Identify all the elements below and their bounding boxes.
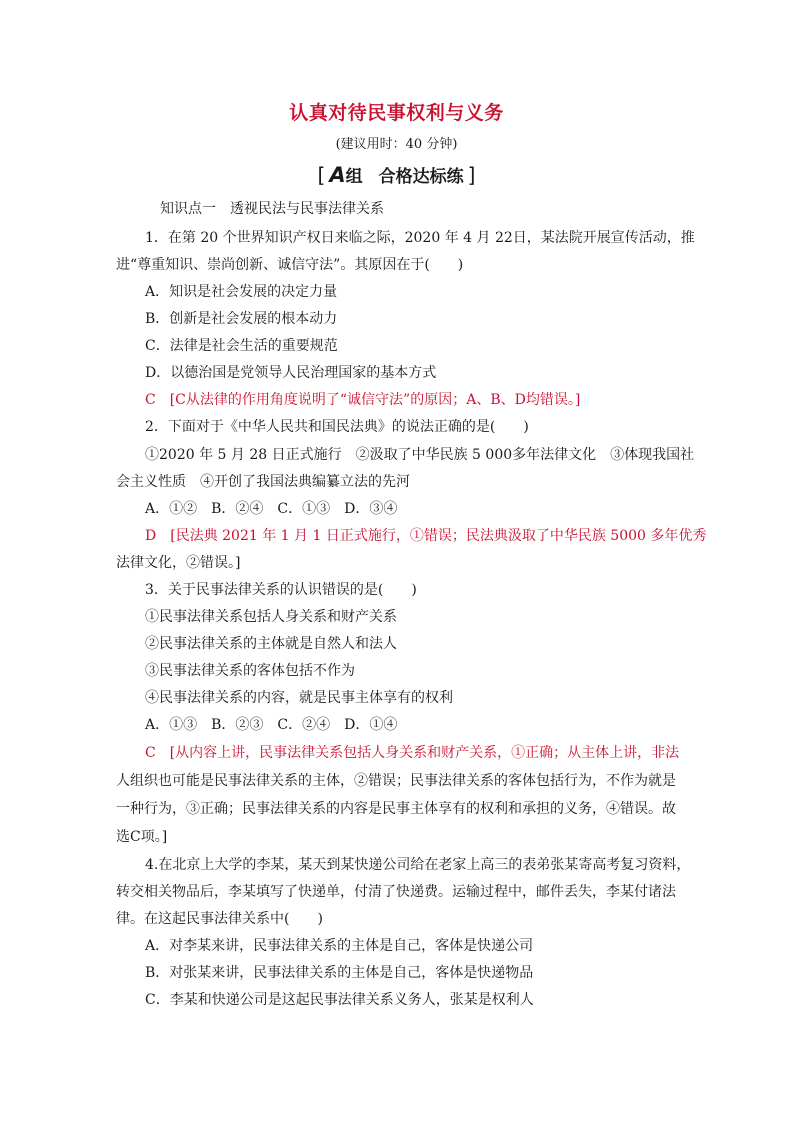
option-a: A．对李某来讲，民事法律关系的主体是自己，客体是快递公司 [145,938,534,954]
group-name: 组 [345,167,363,187]
option-d: D．以德治国是党领导人民治理国家的基本方式 [145,365,437,381]
answer-3-line-2: 人组织也可能是民事法律关系的主体，②错误；民事法律关系的客体包括行为，不作为就是 [116,773,676,789]
question-3-options: A．①③ B．②③ C．②④ D．①④ [145,717,398,733]
option-c: C．李某和快递公司是这起民事法律关系义务人，张某是权利人 [145,992,534,1008]
answer-3-line-4: 选C项。] [116,829,168,845]
answer-3-line-3: 一种行为，③正确；民事法律关系的内容是民事主体享有的权利和承担的义务，④错误。故 [116,801,676,817]
group-bracket-open: [ [317,163,326,187]
answer-explanation: [C从法律的作用角度说明了“诚信守法”的原因；A、B、D均错误。] [169,392,581,408]
question-4-line-1: 4.在北京上大学的李某，某天到某快递公司给在老家上高三的表弟张某寄高考复习资料， [145,857,691,873]
option-b: B．创新是社会发展的根本动力 [145,311,338,327]
question-3-item-4: ④民事法律关系的内容，就是民事主体享有的权利 [145,690,453,706]
group-heading [0,162,793,187]
answer-2 [145,527,706,545]
question-3-item-2: ②民事法律关系的主体就是自然人和法人 [145,636,397,652]
answer-explanation: [民法典 2021 年 1 月 1 日正式施行，①错误；民法典汲取了中华民族 5000 多年优秀 [170,528,707,544]
option-a: A．知识是社会发展的决定力量 [145,284,338,300]
question-2-line-1: 2．下面对于《中华人民共和国民法典》的说法正确的是( ) [145,419,529,435]
question-1-line-1: 1．在第 20 个世界知识产权日来临之际，2020 年 4 月 22日，某法院开展宣传活动，推 [145,230,695,246]
answer-explanation: [从内容上讲，民事法律关系包括人身关系和财产关系，①正确；从主体上讲，非法 [169,745,680,761]
option-c: C．法律是社会生活的重要规范 [145,338,338,354]
group-letter: A [329,163,346,187]
answer-letter: C [145,745,156,761]
question-2-line-3: 会主义性质 ④开创了我国法典编纂立法的先河 [116,474,410,490]
question-2-options: A．①② B．②④ C．①③ D．③④ [145,501,398,517]
group-bracket-close: ] [467,163,476,187]
answer-1 [145,391,580,409]
question-3-item-3: ③民事法律关系的客体包括不作为 [145,663,355,679]
answer-2-line-2: 法律文化，②错误。] [116,555,241,571]
suggested-time: (建议用时：40 分钟) [335,137,458,152]
answer-letter: D [145,528,157,544]
option-b: B．对张某来讲，民事法律关系的主体是自己，客体是快递物品 [145,965,534,981]
question-2-line-2: ①2020 年 5 月 28 日正式施行 ②汲取了中华民族 5 000多年法律文化 ③体现我国社 [145,447,695,463]
question-4-line-2: 转交相关物品后，李某填写了快递单，付清了快递费。运输过程中，邮件丢失，李某付诸法 [116,884,676,900]
question-1-line-2: 进“尊重知识、崇尚创新、诚信守法”。其原因在于( ) [116,257,464,273]
question-4-line-3: 律。在这起民事法律关系中( ) [116,911,323,927]
group-label: 合格达标练 [378,167,464,187]
answer-letter: C [145,392,156,408]
section-heading: 知识点一 透视民法与民事法律关系 [160,201,384,217]
page-title: 认真对待民事权利与义务 [289,102,504,124]
question-3-item-1: ①民事法律关系包括人身关系和财产关系 [145,609,397,625]
question-3-line-1: 3．关于民事法律关系的认识错误的是( ) [145,582,417,598]
answer-3 [145,744,679,762]
